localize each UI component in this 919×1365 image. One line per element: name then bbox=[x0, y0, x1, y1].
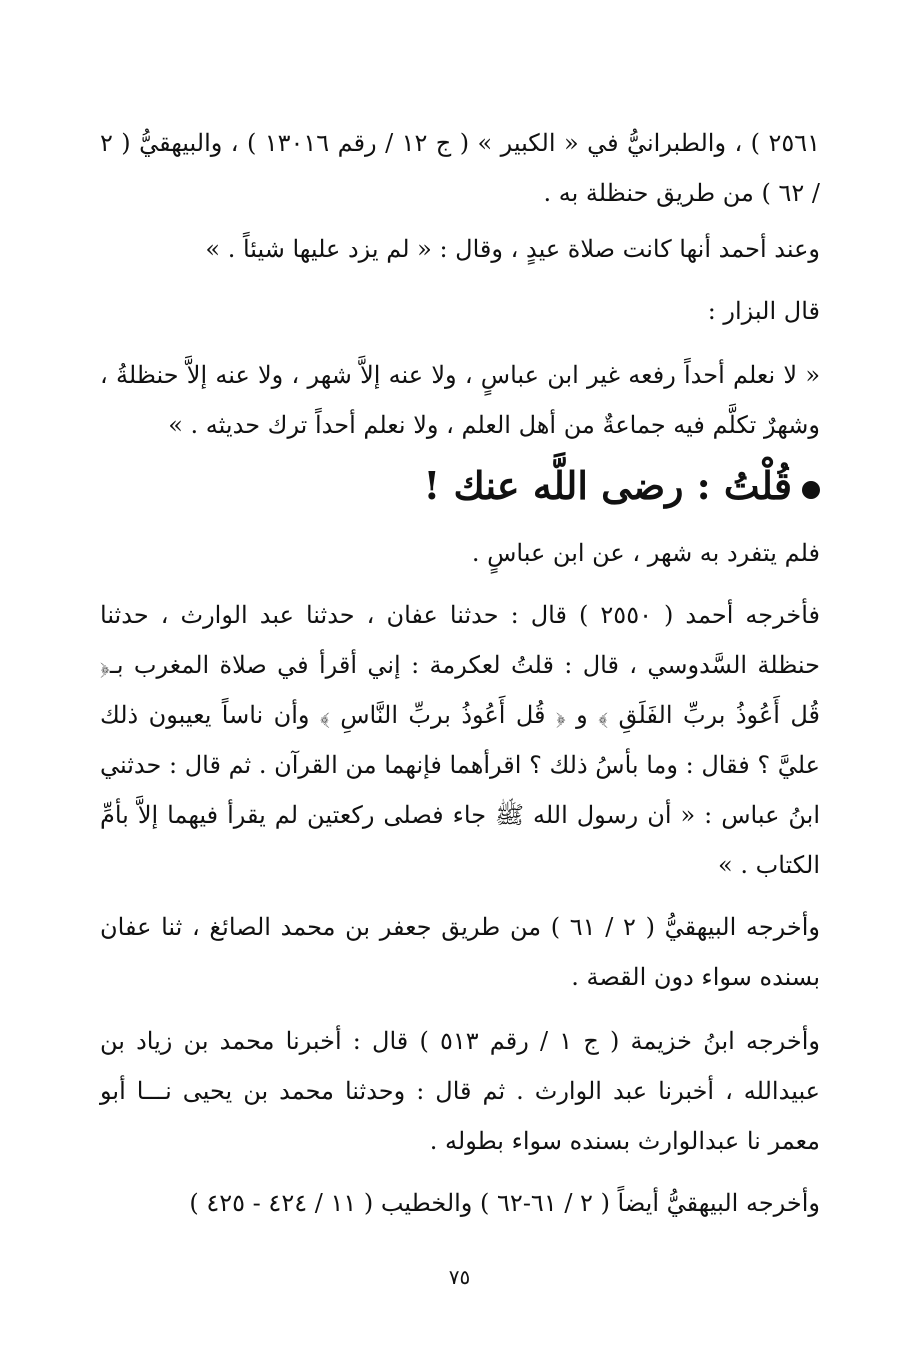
section-heading-text: قُلْتُ : رضى اللَّه عنك ! bbox=[423, 463, 792, 508]
paragraph-ahmad-hadith: فأخرجه أحمد ( ٢٥٥٠ ) قال : حدثنا عفان ، حدثنا عبد الوارث ، حدثنا حنظلة السَّدوسي ، قال : قلتُ لعكرمة : إني أقرأ في صلاة المغرب بـ﴿ قُل أَعُوذُ بربِّ الفَلَقِ ﴾ و ﴿ قُل أَعُوذُ بربِّ النَّاسِ ﴾ وأن ناساً يعيبون ذلك عليَّ ؟ فقال : وما بأسُ ذلك ؟ اقرأهما فإنهما من القرآن . ثم قال : حدثني ابنُ عباس : « أن رسول الله ﷺ جاء فصلى ركعتين لم يقرأ فيهما إلاَّ بأمِّ الكتاب . » bbox=[100, 601, 820, 879]
paragraph-final-citation: وأخرجه البيهقيُّ أيضاً ( ٢ / ٦١-٦٢ ) والخطيب ( ١١ / ٤٢٤ - ٤٢٥ ) bbox=[189, 1189, 820, 1217]
paragraph-citation-continuation: ٢٥٦١ ) ، والطبرانيُّ في « الكبير » ( ج ١٢ / رقم ١٣٠١٦ ) ، والبيهقيُّ ( ٢ / ٦٢ ) من طريق حنظلة به . bbox=[100, 129, 820, 207]
paragraph-khuzayma-note: وأخرجه ابنُ خزيمة ( ج ١ / رقم ٥١٣ ) قال : أخبرنا محمد بن زياد بن عبيدالله ، أخبرنا عبد الوارث . ثم قال : وحدثنا محمد بن يحيى نـــا أبو معمر نا عبدالوارث بسنده سواء بطوله . bbox=[100, 1027, 820, 1155]
paragraph-bayhaqi-note: وأخرجه البيهقيُّ ( ٢ / ٦١ ) من طريق جعفر بن محمد الصائغ ، ثنا عفان بسنده سواء دون القصة . bbox=[100, 913, 820, 991]
paragraph-shahr-note: فلم يتفرد به شهر ، عن ابن عباسٍ . bbox=[471, 539, 820, 567]
paragraph-bazzar-quote: « لا نعلم أحداً رفعه غير ابن عباسٍ ، ولا عنه إلاَّ شهر ، ولا عنه إلاَّ حنظلةُ ، وشهرٌ تكلَّم فيه جماعةٌ من أهل العلم ، ولا نعلم أحداً ترك حديثه . » bbox=[100, 361, 820, 439]
section-heading bbox=[100, 458, 820, 514]
paragraph-ahmad-note: وعند أحمد أنها كانت صلاة عيدٍ ، وقال : « لم يزد عليها شيئاً . » bbox=[205, 235, 820, 263]
page-number: ٧٥ bbox=[448, 1265, 471, 1289]
paragraph-bazzar-intro: قال البزار : bbox=[707, 297, 820, 325]
bullet-icon bbox=[802, 481, 820, 499]
